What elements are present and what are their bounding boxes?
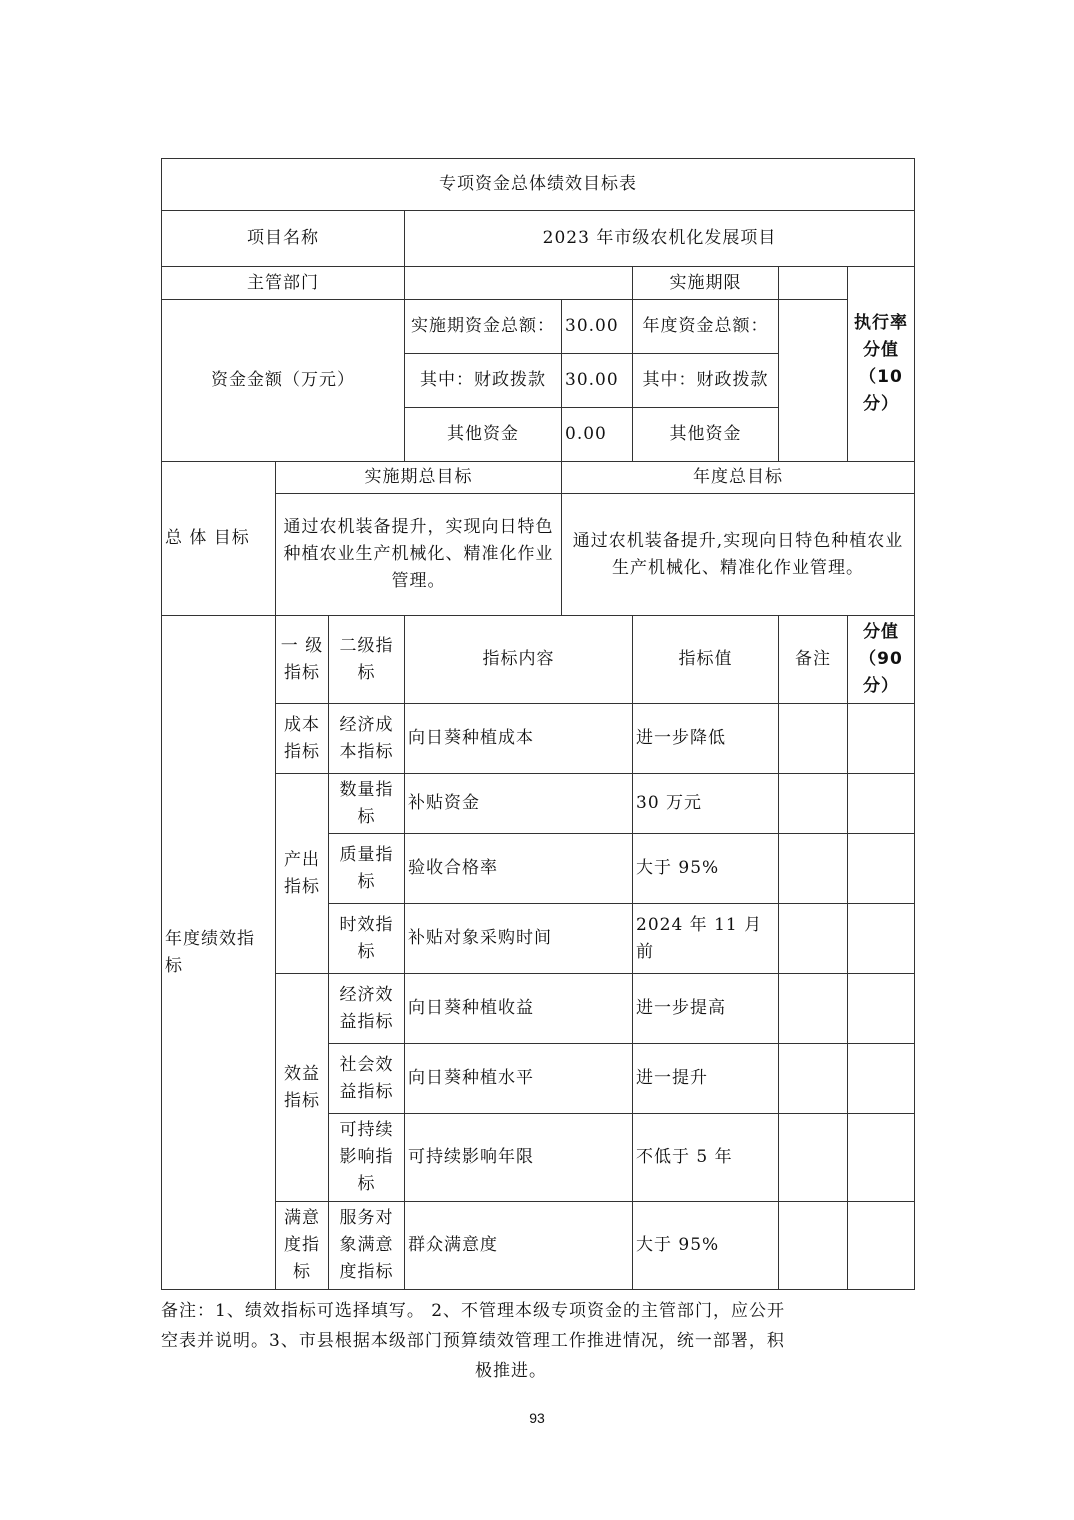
exec-rate-score-cell: [848, 267, 915, 462]
project-name-value: 2023 年市级农机化发展项目: [405, 211, 915, 267]
score-header: 分值（90分）: [848, 616, 915, 704]
indicator-content: 验收合格率: [405, 834, 633, 904]
score-cell: [848, 1044, 915, 1114]
score-cell: [848, 1114, 915, 1202]
remarks-line-1: 备注：1、绩效指标可选择填写。 2、不管理本级专项资金的主管部门，应公开: [161, 1301, 786, 1321]
period-goal-text: 通过农机装备提升，实现向日特色种植农业生产机械化、精准化作业管理。: [276, 494, 562, 616]
performance-target-table: [161, 158, 915, 1290]
remark-header: 备注: [779, 616, 848, 704]
annual-indicators-label: 年度绩效指标: [162, 616, 276, 1290]
indicator-content: 补贴资金: [405, 774, 633, 834]
annual-funds-value: [779, 300, 848, 462]
remark-cell: [779, 834, 848, 904]
level2-cell: 时效指标: [329, 904, 405, 974]
remark-cell: [779, 1114, 848, 1202]
remark-cell: [779, 1044, 848, 1114]
remark-cell: [779, 904, 848, 974]
overall-goal-label: 总 体 目标: [162, 462, 276, 616]
level1-cost: 成本指标: [276, 704, 329, 774]
remark-cell: [779, 774, 848, 834]
level2-cell: 经济效益指标: [329, 974, 405, 1044]
level2-header: 二级指标: [329, 616, 405, 704]
indicator-value: 进一提升: [633, 1044, 779, 1114]
exec-rate-score: 执行率分值（10分）: [854, 313, 908, 414]
indicator-value: 2024 年 11 月前: [633, 904, 779, 974]
score-cell: [848, 704, 915, 774]
annual-fiscal-label: 其中：财政拨款: [633, 354, 779, 408]
fiscal-value: 30.00: [562, 354, 633, 408]
level2-cell: 经济成本指标: [329, 704, 405, 774]
project-name-label: 项目名称: [162, 211, 405, 267]
indicator-content: 向日葵种植收益: [405, 974, 633, 1044]
level2-cell: 质量指标: [329, 834, 405, 904]
annual-goal-header: 年度总目标: [562, 462, 915, 494]
score-cell: [848, 834, 915, 904]
indicator-value: 进一步降低: [633, 704, 779, 774]
annual-other-label: 其他资金: [633, 408, 779, 462]
remarks-line-2: 空表并说明。3、市县根据本级部门预算绩效管理工作推进情况，统一部署，积: [161, 1331, 785, 1351]
content-header: 指标内容: [405, 616, 633, 704]
level2-cell: 社会效益指标: [329, 1044, 405, 1114]
total-funds-value: 30.00: [562, 300, 633, 354]
other-funds-label: 其他资金: [405, 408, 562, 462]
level1-header: 一 级指标: [276, 616, 329, 704]
value-header: 指标值: [633, 616, 779, 704]
dept-label: 主管部门: [162, 267, 405, 300]
level2-cell: 数量指标: [329, 774, 405, 834]
indicator-content: 向日葵种植水平: [405, 1044, 633, 1114]
indicator-content: 向日葵种植成本: [405, 704, 633, 774]
indicator-value: 不低于 5 年: [633, 1114, 779, 1202]
level1-benefit: 效益指标: [276, 974, 329, 1202]
performance-target-document: [161, 158, 914, 1290]
period-value: [779, 267, 848, 300]
score-cell: [848, 774, 915, 834]
page-number: 93: [529, 1410, 545, 1426]
period-label: 实施期限: [633, 267, 779, 300]
remark-cell: [779, 1202, 848, 1290]
indicator-value: 进一步提高: [633, 974, 779, 1044]
remarks-line-3: 极推进。: [475, 1361, 547, 1381]
indicator-content: 群众满意度: [405, 1202, 633, 1290]
dept-value: [405, 267, 633, 300]
indicator-value: 30 万元: [633, 774, 779, 834]
annual-goal-text: 通过农机装备提升,实现向日特色种植农业生产机械化、精准化作业管理。: [562, 494, 915, 616]
remarks-notes: [161, 1296, 861, 1386]
indicator-value: 大于 95%: [633, 834, 779, 904]
level2-cell: 可持续影响指标: [329, 1114, 405, 1202]
period-goal-header: 实施期总目标: [276, 462, 562, 494]
funds-label: 资金金额（万元）: [162, 300, 405, 462]
level1-satisfaction: 满意度指标: [276, 1202, 329, 1290]
other-funds-value: 0.00: [562, 408, 633, 462]
level2-cell: 服务对象满意度指标: [329, 1202, 405, 1290]
total-funds-label: 实施期资金总额：: [405, 300, 562, 354]
score-cell: [848, 904, 915, 974]
table-title: 专项资金总体绩效目标表: [162, 159, 915, 211]
indicator-content: 可持续影响年限: [405, 1114, 633, 1202]
annual-funds-label: 年度资金总额：: [633, 300, 779, 354]
level1-output: 产出指标: [276, 774, 329, 974]
indicator-content: 补贴对象采购时间: [405, 904, 633, 974]
remark-cell: [779, 704, 848, 774]
fiscal-label: 其中：财政拨款: [405, 354, 562, 408]
indicator-value: 大于 95%: [633, 1202, 779, 1290]
score-cell: [848, 974, 915, 1044]
score-cell: [848, 1202, 915, 1290]
remark-cell: [779, 974, 848, 1044]
